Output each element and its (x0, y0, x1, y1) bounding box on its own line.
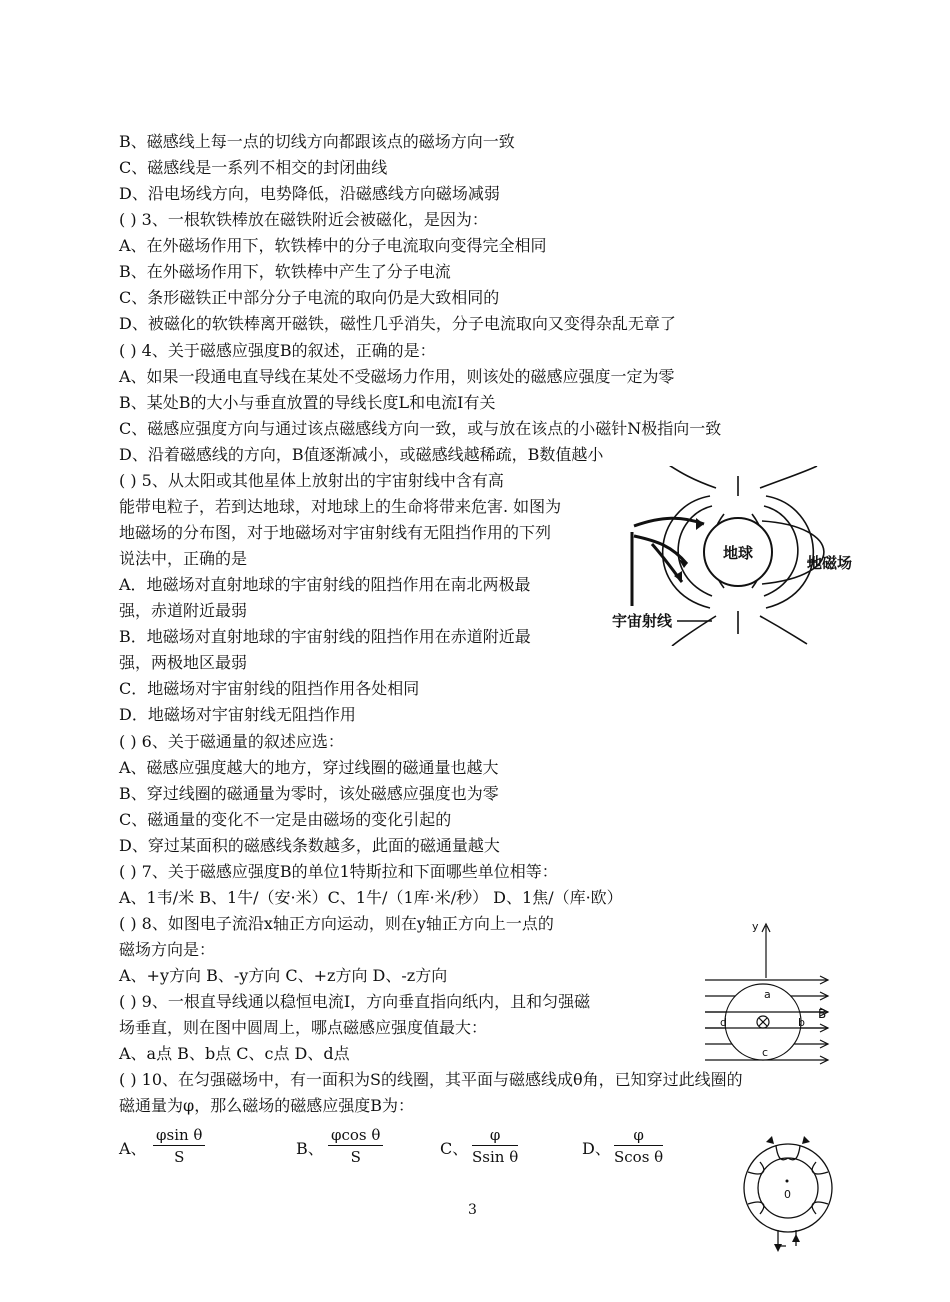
text-line: 场垂直，则在图中圆周上，哪点磁感应强度值最大： (119, 1018, 488, 1037)
text-line: C、条形磁铁正中部分分子电流的取向仍是大致相同的 (119, 288, 500, 307)
option-a-label: A、 (119, 1139, 147, 1158)
option-b-label: B、 (296, 1139, 324, 1158)
page-number: 3 (468, 1202, 477, 1218)
question-6: ( ) 6、关于磁通量的叙述应选： (119, 732, 344, 751)
text-line: A、磁感应强度越大的地方，穿过线圈的磁通量也越大 (119, 758, 499, 777)
field-label: 地磁场 (807, 554, 853, 572)
question-10: ( ) 10、在匀强磁场中，有一面积为S的线圈，其平面与磁感线成θ角，已知穿过此线圈的 (119, 1070, 743, 1089)
text-line: C、磁感线是一系列不相交的封闭曲线 (119, 158, 388, 177)
text-line: 磁通量为φ，那么磁场的磁感应强度B为： (119, 1096, 414, 1115)
text-line: A．地磁场对直射地球的宇宙射线的阻挡作用在南北两极最 (119, 575, 531, 594)
option-b-fraction (328, 1126, 383, 1166)
uniform-field-figure (700, 918, 840, 1068)
cosmic-ray-label: 宇宙射线 (612, 612, 673, 630)
text-line: 强，赤道附近最弱 (119, 601, 248, 620)
text-line: B、穿过线圈的磁通量为零时，该处磁感应强度也为零 (119, 784, 499, 803)
fraction-denominator: S (174, 1148, 185, 1166)
text-line: A、如果一段通电直导线在某处不受磁场力作用，则该处的磁感应强度一定为零 (119, 367, 675, 386)
ring-coil-figure (738, 1132, 838, 1252)
text-line: D、穿过某面积的磁感线条数越多，此面的磁通量越大 (119, 836, 500, 855)
text-line: D．地磁场对宇宙射线无阻挡作用 (119, 705, 356, 724)
fraction-numerator: φ (472, 1126, 518, 1146)
fraction-denominator: Ssin θ (472, 1148, 519, 1166)
text-line: 能带电粒子，若到达地球，对地球上的生命将带来危害. 如图为 (119, 497, 562, 516)
text-line: 强，两极地区最弱 (119, 653, 248, 672)
earth-magnetic-field-figure (612, 466, 862, 646)
text-line: D、被磁化的软铁棒离开磁铁，磁性几乎消失，分子电流取向又变得杂乱无章了 (119, 314, 676, 333)
text-line: A、a点 B、b点 C、c点 D、d点 (119, 1044, 350, 1063)
text-line: D、沿着磁感线的方向，B值逐渐减小，或磁感线越稀疏，B数值越小 (119, 445, 604, 464)
text-line: B、磁感线上每一点的切线方向都跟该点的磁场方向一致 (119, 132, 515, 151)
text-line: B、某处B的大小与垂直放置的导线长度L和电流I有关 (119, 393, 496, 412)
point-d-label: d (720, 1016, 727, 1029)
option-c-label: C、 (440, 1139, 469, 1158)
text-line: A、1韦/米 B、1牛/（安·米）C、1牛/（1库·米/秒） D、1焦/（库·欧） (119, 888, 623, 907)
earth-label: 地球 (722, 544, 754, 562)
text-line: B．地磁场对直射地球的宇宙射线的阻挡作用在赤道附近最 (119, 627, 531, 646)
question-5: ( ) 5、从太阳或其他星体上放射出的宇宙射线中含有高 (119, 471, 504, 490)
field-b-label: B (818, 1007, 827, 1021)
text-line: B、在外磁场作用下，软铁棒中产生了分子电流 (119, 262, 451, 281)
question-7: ( ) 7、关于磁感应强度B的单位1特斯拉和下面哪些单位相等： (119, 862, 558, 881)
text-line: C、磁通量的变化不一定是由磁场的变化引起的 (119, 810, 452, 829)
fraction-numerator: φ (614, 1126, 663, 1146)
option-d-fraction (614, 1126, 663, 1166)
text-line: C．地磁场对宇宙射线的阻挡作用各处相同 (119, 679, 420, 698)
fraction-numerator: φsin θ (153, 1126, 205, 1146)
text-line: D、沿电场线方向，电势降低，沿磁感线方向磁场减弱 (119, 184, 500, 203)
question-3: ( ) 3、一根软铁棒放在磁铁附近会被磁化，是因为： (119, 210, 488, 229)
option-a-fraction (153, 1126, 205, 1166)
text-line: A、+y方向 B、-y方向 C、+z方向 D、-z方向 (119, 966, 448, 985)
question-4: ( ) 4、关于磁感应强度B的叙述，正确的是： (119, 341, 436, 360)
question-9: ( ) 9、一根直导线通以稳恒电流I，方向垂直指向纸内，且和匀强磁 (119, 992, 591, 1011)
text-line: A、在外磁场作用下，软铁棒中的分子电流取向变得完全相同 (119, 236, 547, 255)
text-line: 说法中，正确的是 (119, 549, 248, 568)
fraction-denominator: S (350, 1148, 361, 1166)
text-line: 磁场方向是： (119, 940, 216, 959)
fraction-denominator: Scos θ (614, 1148, 664, 1166)
fraction-numerator: φcos θ (328, 1126, 383, 1146)
text-line: C、磁感应强度方向与通过该点磁感线方向一致，或与放在该点的小磁针N极指向一致 (119, 419, 722, 438)
point-a-label: a (764, 988, 771, 1001)
text-line: 地磁场的分布图，对于地磁场对宇宙射线有无阻挡作用的下列 (119, 523, 552, 542)
question-8: ( ) 8、如图电子流沿x轴正方向运动，则在y轴正方向上一点的 (119, 914, 554, 933)
point-b-label: b (798, 1016, 805, 1029)
ring-center-label: 0 (784, 1188, 791, 1201)
point-c-label: c (762, 1046, 769, 1059)
option-c-fraction (472, 1126, 518, 1166)
option-d-label: D、 (582, 1139, 611, 1158)
y-axis-label: y (752, 920, 759, 933)
